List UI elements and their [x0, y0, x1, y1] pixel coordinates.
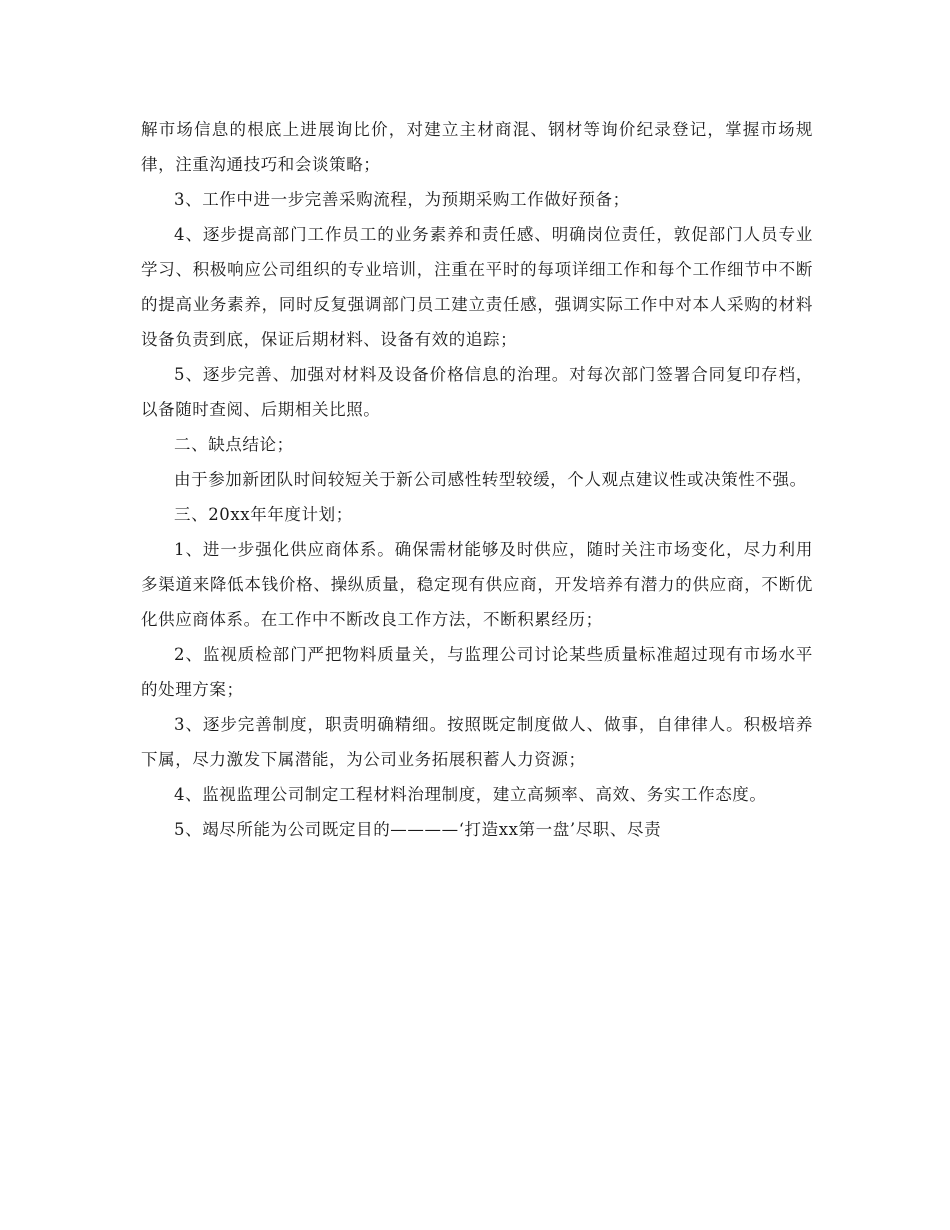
paragraph-continuation: 解市场信息的根底上进展询比价，对建立主材商混、钢材等询价纪录登记，掌握市场规律，注重沟通技巧和会谈策略； — [141, 120, 813, 174]
paragraph-plan-2-quality: 2、监视质检部门严把物料质量关，与监理公司讨论某些质量标准超过现有市场水平的处理方案； — [141, 645, 813, 699]
document-body — [141, 112, 813, 847]
paragraph-shortcomings: 由于参加新团队时间较短关于新公司感性转型较缓，个人观点建议性或决策性不强。 — [174, 470, 807, 489]
paragraph-plan-5-goal: 5、竭尽所能为公司既定目的————‘打造xx第一盘’尽职、尽责 — [174, 820, 662, 839]
paragraph-item-4-staff: 4、逐步提高部门工作员工的业务素养和责任感、明确岗位责任，敦促部门人员专业学习、积极响应公司组织的专业培训，注重在平时的每项详细工作和每个工作细节中不断的提高业务素养，同时反复强调部门员工建立责任感，强调实际工作中对本人采购的材料设备负责到底，保证后期材料、设备有效的追踪； — [141, 225, 813, 349]
section-heading-shortcomings: 二、缺点结论； — [174, 435, 294, 454]
paragraph-plan-4-management: 4、监视监理公司制定工程材料治理制度，建立高频率、高效、务实工作态度。 — [174, 785, 767, 804]
paragraph-plan-1-suppliers: 1、进一步强化供应商体系。确保需材能够及时供应，随时关注市场变化，尽力利用多渠道来降低本钱价格、操纵质量，稳定现有供应商，开发培养有潜力的供应商，不断优化供应商体系。在工作中不断改良工作方法，不断积累经历； — [141, 540, 813, 629]
section-heading-annual-plan: 三、20xx年年度计划； — [174, 505, 353, 524]
paragraph-item-3-process: 3、工作中进一步完善采购流程，为预期采购工作做好预备； — [174, 190, 630, 209]
paragraph-item-5-price-info: 5、逐步完善、加强对材料及设备价格信息的治理。对每次部门签署合同复印存档，以备随时查阅、后期相关比照。 — [141, 365, 813, 419]
paragraph-plan-3-system: 3、逐步完善制度，职责明确精细。按照既定制度做人、做事，自律律人。积极培养下属，尽力激发下属潜能，为公司业务拓展积蓄人力资源； — [141, 715, 813, 769]
